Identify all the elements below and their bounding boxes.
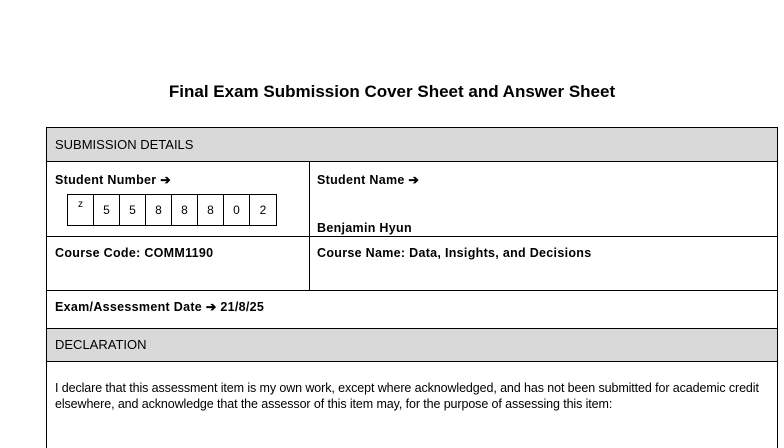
student-number-digit: 2 — [259, 203, 267, 217]
course-code: Course Code: COMM1190 — [55, 246, 214, 260]
declaration-text: I declare that this assessment item is my own work, except where acknowledged, and has not been submitted for academic credit elsewhere, and acknowledge that the assessor of this item may, for the purpose of assessing this item: — [55, 381, 759, 411]
column-divider — [309, 161, 310, 290]
student-number-boxes — [67, 194, 277, 226]
student-number-digit: 8 — [198, 195, 224, 225]
divider — [47, 361, 777, 362]
exam-date: Exam/Assessment Date ➔ 21/8/25 — [55, 300, 265, 314]
cover-sheet-table — [46, 127, 778, 448]
course-name: Course Name: Data, Insights, and Decisions — [317, 246, 592, 260]
student-number-digit: z — [68, 195, 94, 225]
student-number-digit: 0 — [224, 195, 250, 225]
student-name-value: Benjamin Hyun — [317, 221, 412, 235]
student-number-digit: 8 — [146, 195, 172, 225]
divider — [47, 236, 777, 237]
student-number-digit: 5 — [94, 195, 120, 225]
declaration-header: DECLARATION — [47, 329, 777, 361]
divider — [47, 161, 777, 162]
student-number-digit: 8 — [172, 195, 198, 225]
student-number-label: Student Number ➔ — [55, 173, 171, 187]
submission-details-header: SUBMISSION DETAILS — [47, 128, 777, 161]
divider — [47, 290, 777, 291]
student-number-digit: 5 — [120, 195, 146, 225]
student-name-label: Student Name ➔ — [317, 173, 420, 187]
page-title: Final Exam Submission Cover Sheet and Answer Sheet — [168, 82, 616, 101]
